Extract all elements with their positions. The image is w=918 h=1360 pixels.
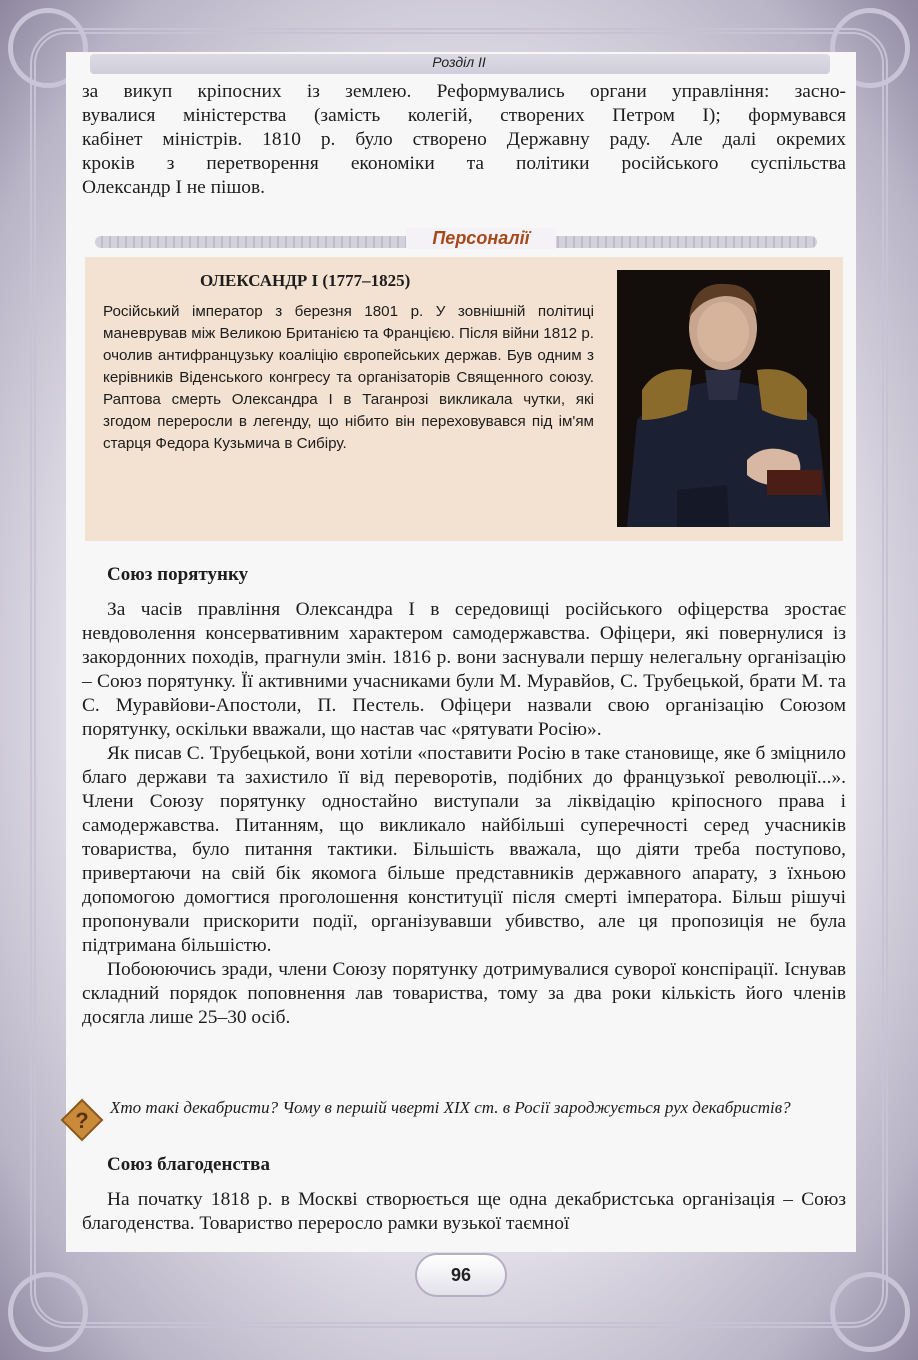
- intro-line: кроків з перетворення економіки та політики російського суспільства: [82, 153, 846, 174]
- section1-body: [82, 598, 846, 1030]
- intro-paragraph: [82, 80, 846, 200]
- section-heading: Розділ ІІ: [432, 54, 486, 70]
- page-number: 96: [415, 1253, 507, 1297]
- portrait-illustration: [617, 270, 830, 527]
- corner-ornament: [8, 1272, 88, 1352]
- paragraph: На початку 1818 р. в Москві створюється ще одна декабристська організація – Союз благоденства. Товариство переросло рамки вузької таємної: [82, 1189, 846, 1234]
- intro-line: за викуп кріпосних із землею. Реформувались органи управління: засно-: [82, 81, 846, 102]
- intro-line: Олександр І не пішов.: [82, 177, 265, 198]
- section-title: Союз благоденства: [107, 1154, 270, 1175]
- person-bio: Російський імператор з березня 1801 р. У зовнішній політиці маневрував між Великою Британією та Францією. Після війни 1812 р. очолив антифранцузьку коаліцію європейських держав. Був одним з керівників Віденського конгресу та організаторів Священного союзу. Раптова смерть Олександра І в Таганрозі викликала чутки, які згодом переросли в легенду, що нібито він переховувався під ім'ям старця Федора Кузьмича в Сибіру.: [103, 303, 594, 452]
- corner-ornament: [830, 1272, 910, 1352]
- intro-line: кабінет міністрів. 1810 р. було створено Державну раду. Але далі окремих: [82, 129, 846, 150]
- personalia-title: Персоналії: [406, 228, 556, 249]
- question-icon: [60, 1098, 104, 1142]
- person-name: ОЛЕКСАНДР І (1777–1825): [200, 271, 411, 290]
- intro-line: вувалися міністерства (замість колегій, створених Петром І); формувався: [82, 105, 846, 126]
- review-question: Хто такі декабристи? Чому в першій чверті ХІХ ст. в Росії зароджується рух декабристів?: [110, 1098, 791, 1117]
- portrait-image: [617, 270, 830, 527]
- paragraph: Як писав С. Трубецькой, вони хотіли «поставити Росію в таке становище, яке б зміцнило благо держави та захистило її від переворотів, подібних до французької революції...». Члени Союзу порятунку одностайно виступали за ліквідацію кріпосного права і самодержавства. Питанням, що викликало найбільші суперечності серед учасників товариства, було питання тактики. Більшість вважала, що діяти треба поступово, привертаючи на свій бік якомога більше представників державного апарату, з їхньою допомогою домогтися проголошення конституції після смерті імператора. Більш рішучі пропонували прискорити події, організувавши убивство, але ця пропозиція не була підтримана більшістю.: [82, 743, 846, 956]
- paragraph: Побоюючись зради, члени Союзу порятунку дотримувалися суворої конспірації. Існував складний порядок поповнення лав товариства, тому за два роки кількість його членів досягла лише 25–30 осіб.: [82, 959, 846, 1028]
- section2-body: [82, 1188, 846, 1236]
- paragraph: За часів правління Олександра І в середовищі російського офіцерства зростає невдоволення консервативним характером самодержавства. Офіцери, які повернулися із закордонних походів, прагнули змін. 1816 р. вони заснували першу нелегальну організацію – Союз порятунку. Її активними учасниками були М. Муравйов, С. Трубецькой, брати М. та С. Муравйови-Апостоли, П. Пестель. Офіцери назвали свою організацію Союзом порятунку, оскільки вважали, що настав час «рятувати Росію».: [82, 599, 846, 740]
- section-title: Союз порятунку: [107, 564, 249, 585]
- svg-text:?: ?: [75, 1108, 89, 1133]
